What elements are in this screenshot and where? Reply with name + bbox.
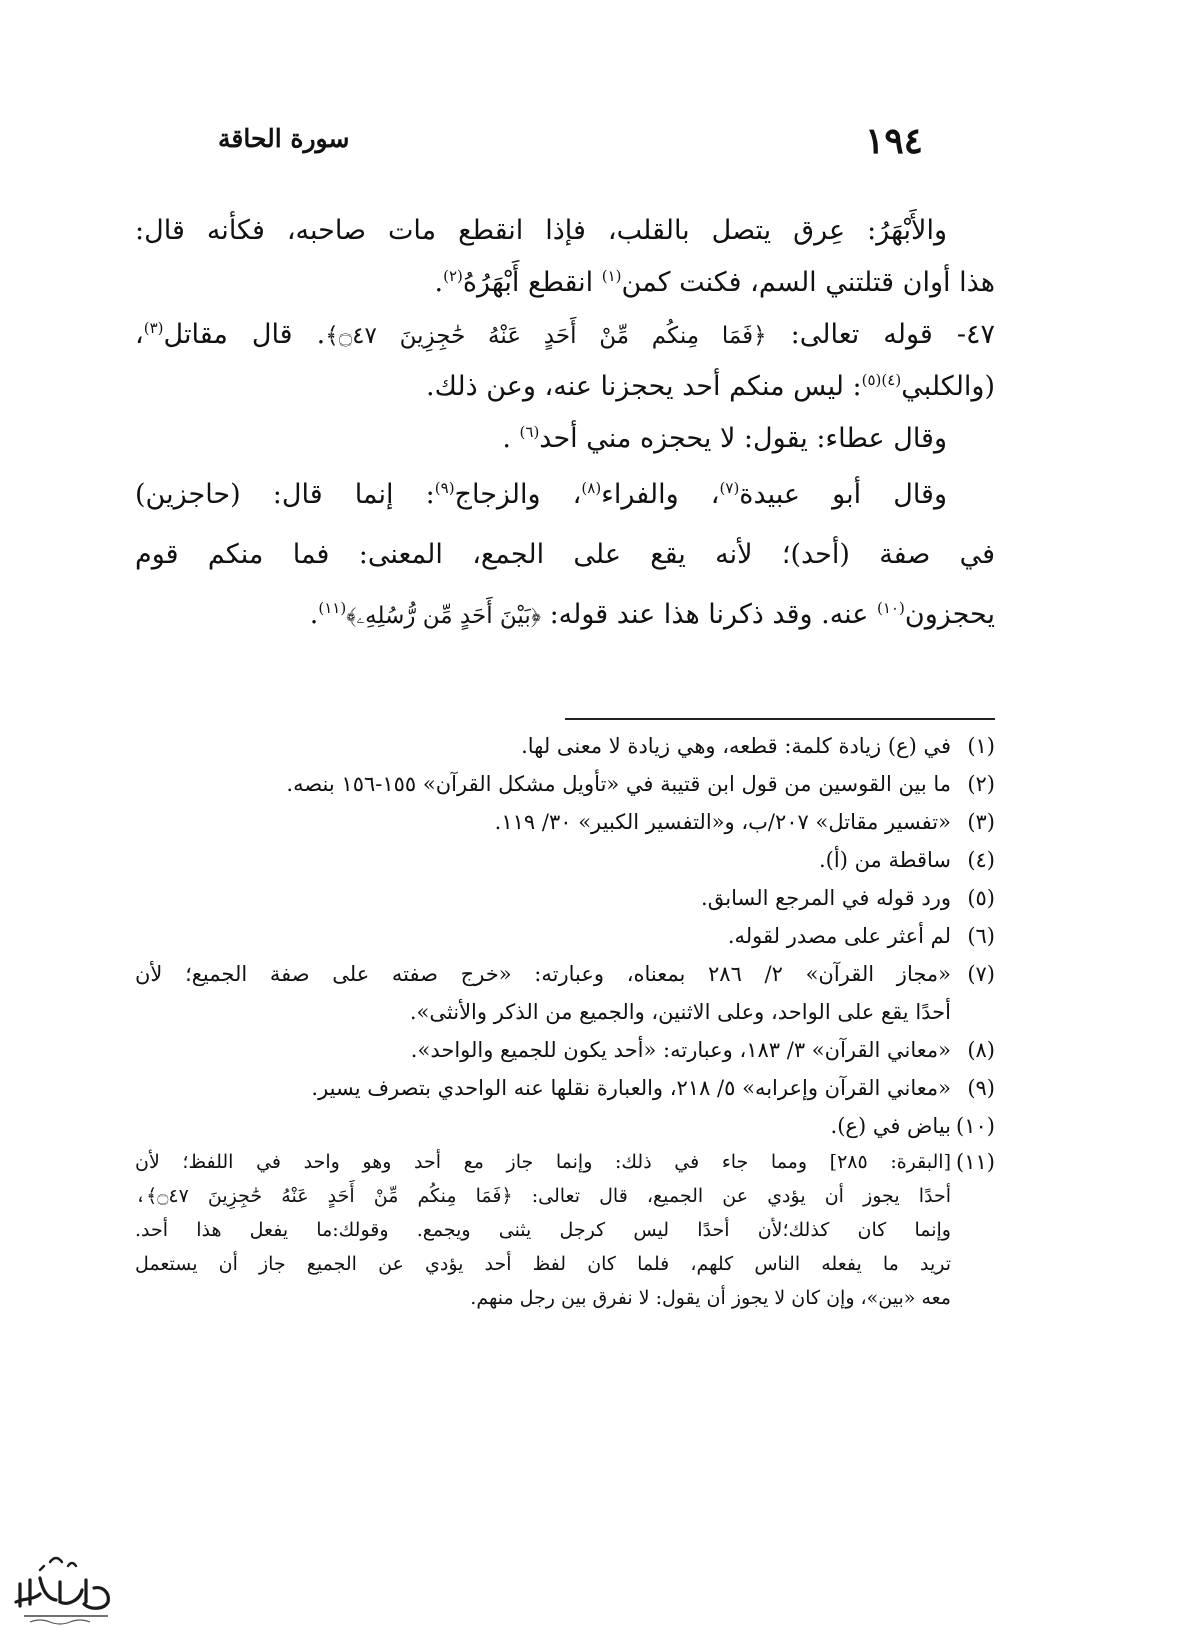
text-line: والأَبْهَرُ: عِرق يتصل بالقلب، فإذا انقطع مات صاحبه، فكأنه قال: [135, 215, 947, 246]
footnote [135, 879, 995, 917]
footnote-number: (٤) [967, 848, 995, 872]
footnote-text: أحدًا يقع على الواحد، وعلى الاثنين، والجميع من الذكر والأنثى». [409, 1000, 951, 1024]
footnote [135, 955, 995, 1031]
footnote [135, 1107, 995, 1145]
publisher-logo [10, 1540, 122, 1630]
footnote-separator [565, 718, 995, 720]
footnote-number: (٨) [967, 1038, 995, 1062]
footnote [135, 1031, 995, 1069]
footnote-ref[interactable]: (٣) [143, 319, 164, 337]
text-line: (والكلبي$^{(٤)(٥)}$: ليس منكم أحد يحجزنا عنه، وعن ذلك. [426, 371, 995, 402]
footnote-number: (٥) [967, 886, 995, 910]
footnote-ref[interactable]: (٩) [434, 479, 455, 497]
footnote-ref[interactable]: (٥) [861, 371, 882, 389]
footnotes [135, 727, 995, 1315]
footnote-number: (٩) [967, 1076, 995, 1100]
footnote [135, 765, 995, 803]
footnote-ref[interactable]: (٦) [519, 423, 540, 441]
footnote-text: [البقرة: ٢٨٥] ومما جاء في ذلك: وإنما جاز مع أحد وهو واحد في اللفظ؛ لأن [135, 1151, 951, 1173]
footnote-number: (٢) [967, 772, 995, 796]
footnote [135, 1145, 995, 1315]
page-number: ١٩٤ [864, 120, 923, 162]
footnote [135, 841, 995, 879]
text-line: في صفة (أحد)؛ لأنه يقع على الجمع، المعنى: فما منكم قوم [135, 539, 995, 570]
footnote-ref[interactable]: (١٠) [877, 599, 905, 617]
footnote-text: ما بين القوسين من قول ابن قتيبة في «تأويل مشكل القرآن» ١٥٥-١٥٦ بنصه. [286, 772, 951, 796]
main-text [135, 205, 995, 645]
footnote-number: (٦) [967, 924, 995, 948]
footnote-text: «مجاز القرآن» ٢/ ٢٨٦ بمعناه، وعبارته: «خرج صفته على صفة الجميع؛ لأن [135, 962, 951, 986]
footnote [135, 727, 995, 765]
footnote-text: ساقطة من (أ). [819, 848, 951, 872]
text-line: وقال عطاء: يقول: لا يحجزه مني أحد$^{(٦)}$ . [502, 423, 947, 454]
footnote-text: «معاني القرآن» ٣/ ١٨٣، وعبارته: «أحد يكون للجميع والواحد». [410, 1038, 951, 1062]
text-line: يحجزون$^{(١٠)}$ عنه. وقد ذكرنا هذا عند قوله: ﴿بَيْنَ أَحَدٍ مِّن رُّسُلِهِۦ﴾$^{(١١)}$. [309, 599, 995, 630]
footnote-ref[interactable]: (٨) [581, 479, 602, 497]
footnote-number: (١١) [956, 1150, 995, 1174]
footnote-text: معه «بين»، وإن كان لا يجوز أن يقول: لا نفرق بين رجل منهم. [470, 1287, 951, 1309]
footnote-text: بياض في (ع). [830, 1114, 951, 1138]
footnote-text: ورد قوله في المرجع السابق. [701, 886, 951, 910]
footnote-number: (٧) [967, 962, 995, 986]
footnote-text: أحدًا يجوز أن يؤدي عن الجميع، قال تعالى: ﴿فَمَا مِنكُم مِّنْ أَحَدٍ عَنْهُ حَٰجِزِينَ ۝٤٧﴾، [135, 1185, 951, 1207]
footnote [135, 803, 995, 841]
quran-verse: ﴿فَمَا مِنكُم مِّنْ أَحَدٍ عَنْهُ حَٰجِزِينَ ۝٤٧﴾ [325, 323, 767, 349]
text-line: ٤٧- قوله تعالى: ﴿فَمَا مِنكُم مِّنْ أَحَدٍ عَنْهُ حَٰجِزِينَ ۝٤٧﴾. قال مقاتل$^{(٣)}$، [135, 319, 995, 350]
footnote-text: وإنما كان كذلك؛لأن أحدًا ليس كرجل يثنى ويجمع. وقولك:ما يفعل هذا أحد. [135, 1219, 951, 1241]
footnote-ref[interactable]: (٤) [881, 371, 902, 389]
text-line: هذا أوان قتلتني السم، فكنت كمن$^{(١)}$ انقطع أَبْهَرُهُ$^{(٢)}$. [434, 267, 995, 298]
footnote-number: (٣) [967, 810, 995, 834]
footnote-number: (١٠) [956, 1114, 995, 1138]
footnote [135, 917, 995, 955]
running-title: سورة الحاقة [218, 124, 350, 153]
footnote-ref[interactable]: (٧) [719, 479, 740, 497]
footnote-number: (١) [967, 734, 995, 758]
footnote-text: في (ع) زيادة كلمة: قطعه، وهي زيادة لا معنى لها. [521, 734, 951, 758]
footnote-ref[interactable]: (١) [601, 267, 622, 285]
footnote-text: تريد ما يفعله الناس كلهم، فلما كان لفظ أحد يؤدي عن الجميع جاز أن يستعمل [135, 1253, 951, 1275]
footnote [135, 1069, 995, 1107]
footnote-ref[interactable]: (٢) [443, 267, 463, 285]
quran-verse: ﴿بَيْنَ أَحَدٍ مِّن رُّسُلِهِۦ﴾ [346, 603, 541, 629]
footnote-text: «تفسير مقاتل» ٢٠٧/ب، و«التفسير الكبير» ٣٠/ ١١٩. [494, 810, 951, 834]
text-line: وقال أبو عبيدة$^{(٧)}$، والفراء$^{(٨)}$، والزجاج$^{(٩)}$: إنما قال: (حاجزين) [135, 479, 947, 510]
footnote-ref[interactable]: (١١) [318, 599, 347, 617]
footnote-text: «معاني القرآن وإعرابه» ٥/ ٢١٨، والعبارة نقلها عنه الواحدي بتصرف يسير. [311, 1076, 951, 1100]
footnote-text: لم أعثر على مصدر لقوله. [727, 924, 951, 948]
